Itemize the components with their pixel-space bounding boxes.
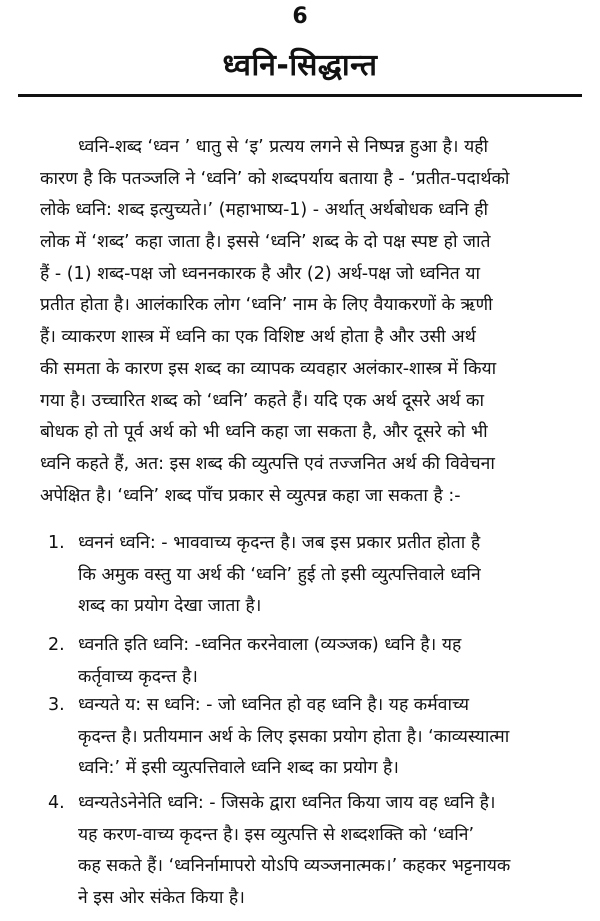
list-item-1 [48, 528, 588, 623]
list-line: शब्द का प्रयोग देखा जाता है। [78, 596, 262, 617]
list-marker: 1. [48, 533, 65, 553]
list-line: कि अमुक वस्तु या अर्थ की ‘ध्वनि’ हुई तो इसी व्युत्पत्तिवाले ध्वनि [78, 564, 481, 585]
list-marker: 4. [48, 793, 65, 813]
paragraph-line: लोके ध्वनि: शब्द इत्युच्यते।’ (महाभाष्य-1) - अर्थात् अर्थबोधक ध्वनि ही [40, 200, 489, 221]
list-line: ध्वन्यतेऽनेनेति ध्वनि: - जिसके द्वारा ध्वनित किया जाय वह ध्वनि है। [78, 793, 496, 813]
list-line: ध्वननं ध्वनि: - भाववाच्य कृदन्त है। जब इस प्रकार प्रतीत होता है [78, 533, 481, 553]
paragraph-line: बोधक हो तो पूर्व अर्थ को भी ध्वनि कहा जा सकता है, और दूसरे को भी [40, 422, 488, 443]
list-line: कह सकते हैं। ‘ध्वनिर्नामापरो योऽपि व्यञ्जनात्मक।’ कहकर भट्टनायक [78, 856, 511, 877]
list-marker: 2. [48, 635, 65, 655]
paragraph-line: अपेक्षित है। ‘ध्वनि’ शब्द पाँच प्रकार से व्युत्पन्न कहा जा सकता है :- [40, 485, 461, 506]
paragraph-line: प्रतीत होता है। आलंकारिक लोग ‘ध्वनि’ नाम के लिए वैयाकरणों के ऋणी [40, 295, 493, 316]
paragraph-line: हैं - (1) शब्द-पक्ष जो ध्वननकारक है और (2) अर्थ-पक्ष जो ध्वनित या [40, 263, 481, 284]
list-marker: 3. [48, 695, 65, 715]
list-item-2 [48, 630, 588, 693]
paragraph-line: लोक में ‘शब्द’ कहा जाता है। इससे ‘ध्वनि’ शब्द के दो पक्ष स्पष्ट हो जाते [40, 232, 491, 253]
paragraph-line: कारण है कि पतञ्जलि ने ‘ध्वनि’ को शब्दपर्याय बताया है - ‘प्रतीत-पदार्थको [40, 168, 510, 189]
list-line: ध्वनति इति ध्वनि: -ध्वनित करनेवाला (व्यञ्जक) ध्वनि है। यह [78, 635, 462, 655]
intro-paragraph [40, 132, 580, 512]
list-line: कृदन्त है। प्रतीयमान अर्थ के लिए इसका प्रयोग होता है। ‘काव्यस्यात्मा [78, 726, 510, 747]
paragraph-line: ध्वनि-शब्द ‘ध्वन ’ धातु से ‘इ’ प्रत्यय लगने से निष्पन्न हुआ है। यही [78, 137, 489, 157]
title-divider [18, 94, 582, 97]
page-number: 6 [292, 4, 308, 29]
list-line: ने इस ओर संकेत किया है। [78, 888, 245, 909]
list-line: यह करण-वाच्य कृदन्त है। इस व्युत्पत्ति से शब्दशक्ति को ‘ध्वनि’ [78, 824, 475, 845]
paragraph-line: गया है। उच्चारित शब्द को ‘ध्वनि’ कहते हैं। यदि एक अर्थ दूसरे अर्थ का [40, 390, 485, 411]
list-item-4 [48, 788, 588, 915]
list-line: ध्वन्यते य: स ध्वनि: - जो ध्वनित हो वह ध्वनि है। यह कर्मवाच्य [78, 695, 470, 715]
paragraph-line: हैं। व्याकरण शास्त्र में ध्वनि का एक विशिष्ट अर्थ होता है और उसी अर्थ [40, 327, 476, 348]
paragraph-line: ध्वनि कहते हैं, अत: इस शब्द की व्युत्पत्ति एवं तज्जनित अर्थ की विवेचना [40, 453, 495, 474]
list-line: ध्वनि:’ में इसी व्युत्पत्तिवाले ध्वनि शब्द का प्रयोग है। [78, 758, 399, 779]
chapter-title: ध्वनि-सिद्धान्त [222, 48, 378, 83]
list-item-3 [48, 690, 588, 785]
list-line: कर्तृवाच्य कृदन्त है। [78, 666, 198, 687]
paragraph-line: की समता के कारण इस शब्द का व्यापक व्यवहार अलंकार-शास्त्र में किया [40, 358, 497, 379]
